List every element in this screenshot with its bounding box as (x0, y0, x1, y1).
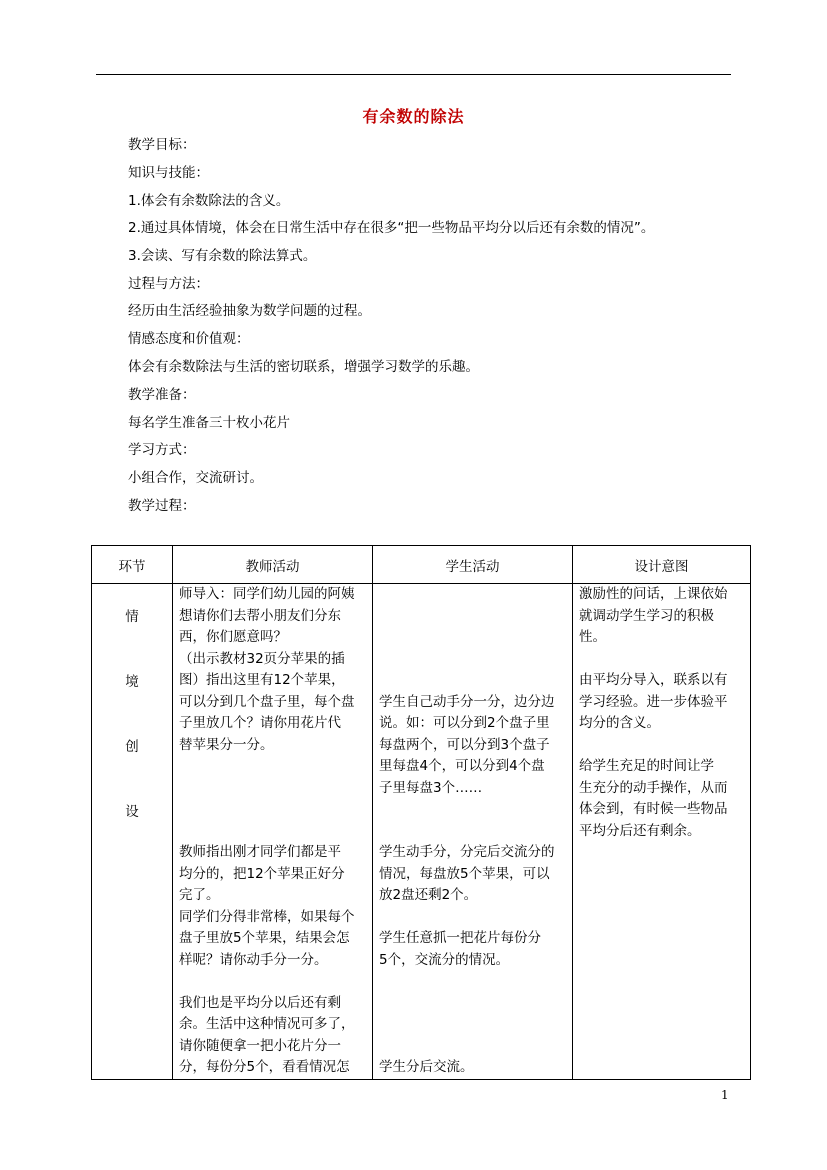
cell-spacer (379, 821, 566, 843)
cell-line: 放2盘还剩2个。 (379, 887, 478, 903)
cell-line: 给学生充足的时间让学 (579, 758, 714, 774)
text-line: 过程与方法： (128, 276, 209, 292)
column-header-teacher: 教师活动 (173, 546, 373, 584)
text-line: 1.体会有余数除法的含义。 (128, 193, 290, 209)
cell-spacer (179, 778, 366, 800)
stage-char: 情 (125, 609, 139, 625)
cell-spacer (179, 799, 366, 821)
cell-spacer (179, 971, 366, 993)
cell-line: 可以分到几个盘子里，每个盘 (179, 693, 355, 710)
cell-line: 替苹果分一分。 (179, 736, 274, 753)
cell-line: 每盘两个，可以分到3个盘子 (379, 736, 550, 753)
cell-line: 余。生活中这种情况可多了， (179, 1016, 355, 1032)
cell-line: 学生分后交流。 (379, 1059, 474, 1075)
stage-char: 创 (125, 739, 139, 755)
cell-spacer (379, 799, 566, 821)
cell-line: （出示教材32页分苹果的插 (179, 650, 345, 667)
student-activity-cell (373, 584, 573, 1080)
cell-line: 图）指出这里有12个苹果， (179, 672, 345, 688)
cell-line: 性。 (579, 629, 606, 645)
cell-line: 均分的含义。 (579, 715, 660, 731)
cell-spacer (379, 606, 566, 628)
text-line: 学习方式： (128, 442, 196, 458)
cell-spacer (379, 627, 566, 649)
cell-line: 样呢？请你动手分一分。 (179, 951, 328, 968)
text-line: 小组合作，交流研讨。 (128, 470, 263, 486)
text-line: 体会有余数除法与生活的密切联系，增强学习数学的乐趣。 (128, 359, 479, 375)
cell-spacer (379, 993, 566, 1015)
cell-line: 请你随便拿一把小花片分一 (179, 1037, 341, 1054)
lesson-plan-table (91, 545, 751, 1080)
column-header-stage: 环节 (92, 546, 173, 584)
cell-line: 师导入：同学们幼儿园的阿姨 (179, 586, 355, 602)
cell-line: 学生动手分，分完后交流分的 (379, 844, 555, 860)
cell-spacer (379, 584, 566, 606)
cell-line: 盘子里放5个苹果，结果会怎 (179, 930, 350, 946)
cell-line: 西，你们愿意吗？ (179, 629, 287, 645)
table-header-row (92, 546, 751, 584)
cell-spacer (379, 670, 566, 692)
design-intent-cell (573, 584, 751, 1080)
cell-line: 完了。 (179, 887, 220, 903)
page-title: 有余数的除法 (362, 107, 465, 126)
cell-line: 平均分后还有剩余。 (579, 822, 701, 839)
cell-spacer (379, 907, 566, 929)
text-line: 3.会读、写有余数的除法算式。 (128, 248, 317, 264)
cell-line: 说。如：可以分到2个盘子里 (379, 715, 550, 731)
text-line: 情感态度和价值观： (128, 331, 250, 347)
text-line: 知识与技能： (128, 165, 209, 181)
cell-line: 子里放几个？请你用花片代 (179, 715, 341, 731)
cell-line: 生充分的动手操作，从而 (579, 779, 728, 796)
teacher-activity-cell (173, 584, 373, 1080)
cell-spacer (579, 735, 744, 757)
header-rule (96, 74, 731, 75)
text-line: 经历由生活经验抽象为数学问题的过程。 (128, 303, 371, 319)
table-row (92, 584, 751, 1080)
cell-line: 均分的，把12个苹果正好分 (179, 865, 345, 882)
cell-line: 同学们分得非常棒，如果每个 (179, 908, 355, 925)
stage-cell (92, 584, 173, 1080)
text-line: 教学过程： (128, 498, 196, 514)
cell-line: 5个，交流分的情况。 (379, 951, 510, 968)
page-number: 1 (721, 1088, 729, 1102)
cell-line: 就调动学生学习的积极 (579, 607, 714, 624)
cell-line: 由平均分导入，联系以有 (579, 672, 728, 688)
cell-line: 我们也是平均分以后还有剩 (179, 994, 341, 1011)
text-line: 每名学生准备三十枚小花片 (128, 415, 290, 431)
cell-line: 情况，每盘放5个苹果，可以 (379, 865, 550, 882)
cell-spacer (579, 649, 744, 671)
text-line: 2.通过具体情境，体会在日常生活中存在很多“把一些物品平均分以后还有余数的情况”。 (128, 220, 655, 236)
text-line: 教学准备： (128, 387, 196, 403)
cell-line: 学生任意抓一把花片每份分 (379, 930, 541, 946)
cell-line: 想请你们去帮小朋友们分东 (179, 607, 341, 624)
column-header-student: 学生活动 (373, 546, 573, 584)
cell-spacer (379, 649, 566, 671)
cell-spacer (379, 1036, 566, 1058)
stage-char: 设 (125, 804, 139, 820)
cell-spacer (379, 1014, 566, 1036)
cell-spacer (179, 821, 366, 843)
text-line: 教学目标： (128, 137, 196, 153)
cell-line: 教师指出刚才同学们都是平 (179, 844, 341, 860)
cell-line: 学生自己动手分一分，边分边 (379, 693, 555, 710)
cell-line: 学习经验。进一步体验平 (579, 693, 728, 710)
cell-spacer (379, 971, 566, 993)
cell-line: 里每盘4个，可以分到4个盘 (379, 758, 545, 774)
stage-char: 境 (125, 674, 139, 690)
cell-line: 子里每盘3个…… (379, 779, 483, 796)
cell-spacer (179, 756, 366, 778)
column-header-design: 设计意图 (573, 546, 751, 584)
cell-line: 分，每份分5个，看看情况怎 (179, 1059, 350, 1075)
cell-line: 激励性的问话，上课依始 (579, 586, 728, 602)
cell-line: 体会到，有时候一些物品 (579, 801, 728, 817)
